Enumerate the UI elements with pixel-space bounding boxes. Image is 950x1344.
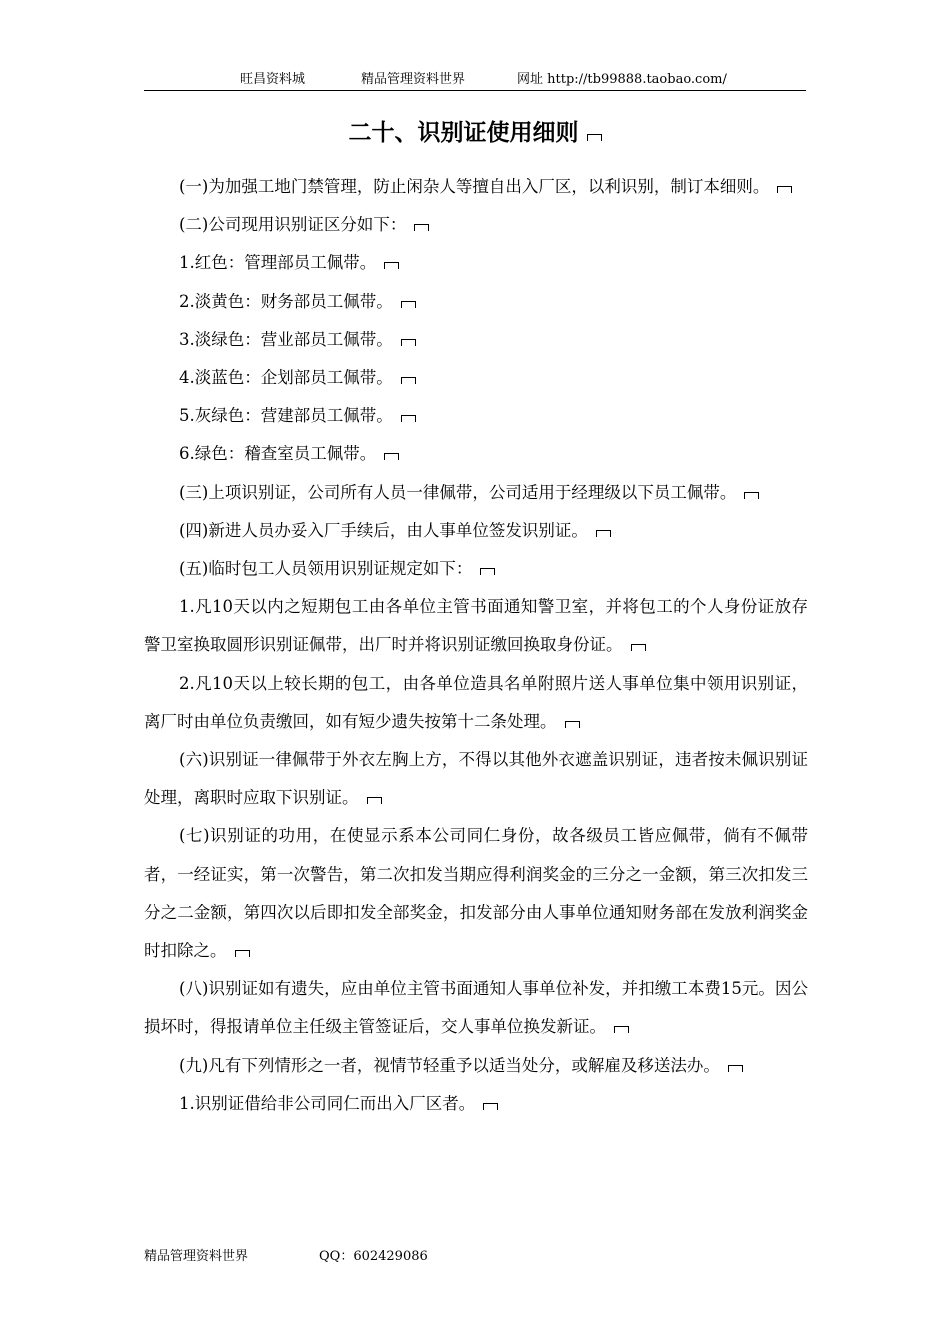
paragraph-mark-icon — [401, 301, 416, 308]
paragraph-mark-icon — [401, 339, 416, 346]
paragraph-16: (八)识别证如有遗失，应由单位主管书面通知人事单位补发，并扣缴工本费15元。因公损坏时，得报请单位主任级主管签证后，交人事单位换发新证。 — [144, 979, 808, 1037]
paragraph-mark-icon — [401, 377, 416, 384]
footer-qq: QQ：602429086 — [319, 1249, 428, 1264]
paragraph-13: 2.凡10天以上较长期的包工，由各单位造具名单附照片送人事单位集中领用识别证，离厂时由单位负责缴回，如有短少遗失按第十二条处理。 — [144, 673, 808, 731]
paragraph-mark-icon — [367, 797, 382, 804]
header-website: 网址 http://tb99888.taobao.com/ — [517, 72, 727, 87]
header-store: 旺昌资料城 — [240, 72, 306, 87]
document-body — [144, 168, 808, 1123]
paragraph-mark-icon — [777, 186, 792, 193]
paragraph-mark-icon — [414, 224, 429, 231]
paragraph-mark-icon — [480, 568, 495, 575]
document-title — [0, 116, 950, 150]
paragraph-mark-icon — [565, 721, 580, 728]
paragraph-11: (五)临时包工人员领用识别证规定如下： — [144, 550, 808, 588]
paragraph-7: 5.灰绿色：营建部员工佩带。 — [144, 397, 808, 435]
paragraph-mark-icon — [614, 1026, 629, 1033]
paragraph-mark-icon — [384, 262, 399, 269]
paragraph-2: (二)公司现用识别证区分如下： — [144, 206, 808, 244]
paragraph-18: 1.识别证借给非公司同仁而出入厂区者。 — [144, 1085, 808, 1123]
paragraph-mark-icon — [587, 134, 602, 141]
paragraph-mark-icon — [744, 492, 759, 499]
header-brand: 精品管理资料世界 — [361, 72, 466, 87]
paragraph-12: 1.凡10天以内之短期包工由各单位主管书面通知警卫室，并将包工的个人身份证放存警卫室换取圆形识别证佩带，出厂时并将识别证缴回换取身份证。 — [144, 597, 808, 655]
paragraph-4: 2.淡黄色：财务部员工佩带。 — [144, 283, 808, 321]
paragraph-mark-icon — [235, 950, 250, 957]
paragraph-15: (七)识别证的功用，在使显示系本公司同仁身份，故各级员工皆应佩带，倘有不佩带者，一经证实，第一次警告，第二次扣发当期应得利润奖金的三分之一金额，第三次扣发三分之二金额，第四次以后即扣发全部奖金，扣发部分由人事单位通知财务部在发放利润奖金时扣除之。 — [144, 826, 808, 961]
page-header — [144, 70, 806, 91]
paragraph-mark-icon — [728, 1065, 743, 1072]
paragraph-17: (九)凡有下列情形之一者，视情节轻重予以适当处分，或解雇及移送法办。 — [144, 1047, 808, 1085]
paragraph-9: (三)上项识别证，公司所有人员一律佩带，公司适用于经理级以下员工佩带。 — [144, 474, 808, 512]
footer-brand: 精品管理资料世界 — [144, 1249, 249, 1264]
paragraph-6: 4.淡蓝色：企划部员工佩带。 — [144, 359, 808, 397]
paragraph-14: (六)识别证一律佩带于外衣左胸上方，不得以其他外衣遮盖识别证，违者按未佩识别证处理，离职时应取下识别证。 — [144, 750, 808, 808]
title-text: 二十、识别证使用细则 — [348, 120, 579, 146]
paragraph-3: 1.红色：管理部员工佩带。 — [144, 244, 808, 282]
paragraph-1: (一)为加强工地门禁管理，防止闲杂人等擅自出入厂区，以利识别，制订本细则。 — [144, 168, 808, 206]
paragraph-mark-icon — [483, 1103, 498, 1110]
paragraph-8: 6.绿色：稽查室员工佩带。 — [144, 435, 808, 473]
paragraph-mark-icon — [596, 530, 611, 537]
paragraph-mark-icon — [384, 453, 399, 460]
paragraph-5: 3.淡绿色：营业部员工佩带。 — [144, 321, 808, 359]
paragraph-mark-icon — [401, 415, 416, 422]
paragraph-mark-icon — [631, 644, 646, 651]
paragraph-10: (四)新进人员办妥入厂手续后，由人事单位签发识别证。 — [144, 512, 808, 550]
